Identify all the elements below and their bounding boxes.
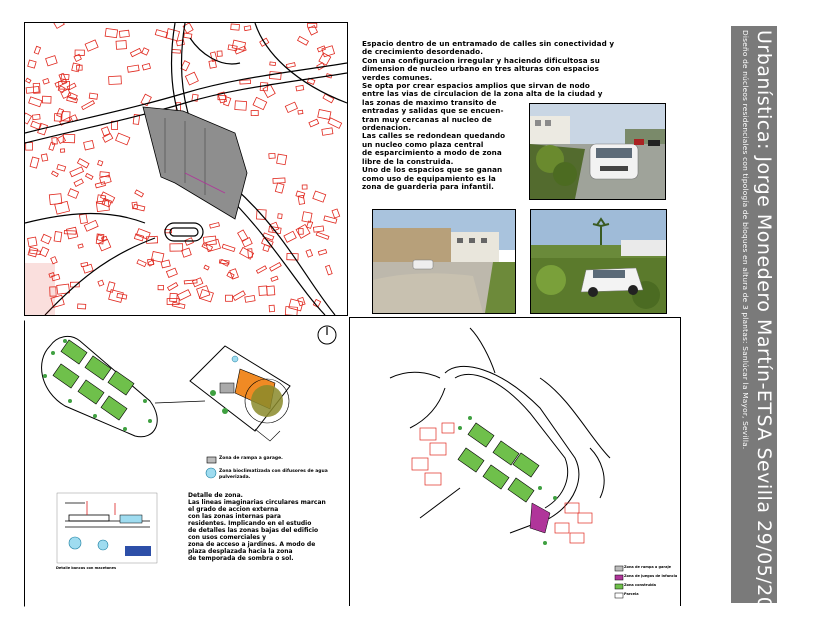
site-plan [350,318,680,606]
site-legend-play: Zona de juegos de infancia [624,574,678,578]
photo-building-road [372,209,516,314]
detail-panel [24,320,348,607]
detail-text: Detalle de zona. Las lineas imaginarias circulares marcan el grado de accion externa con las zonas internas para residentes. Implicando en el estudio de detalles las zonas bajas del edificio con usos comerciales y zona de acceso a jardines. A modo de plaza desplazada hacia la zona de temporada de sombra o sol. [188,492,326,562]
vertical-subtitle: Diseño de núcleos residenciales con tipología de bloques en altura de 3 plantas: Sanlúcar la Mayor, Sevilla. [741,30,750,450]
urban-map [25,23,347,315]
section-caption: Detalle bancos con macetones [56,566,117,570]
title-sidebar [731,26,777,635]
urban-map-panel [24,22,348,316]
vertical-title: Urbanística: Jorge Monedero Martín-ETSA Sevilla 29/05/2009 [753,30,775,635]
site-plan-panel [349,317,681,606]
site-legend-built: Zona construida [624,583,657,587]
site-legend-ramp: Zona de rampa a garaje [624,565,672,569]
photo-white-car [530,209,667,314]
legend-bioclimatic: Zona bioclimatizada con difusores de agua pulverizada. [219,469,328,480]
site-legend-plot: Parcela [624,592,639,596]
legend-garage-ramp: Zona de rampa a garage. [219,456,283,461]
photo-parking-street [529,103,666,200]
detail-drawing [25,321,347,606]
description-text: Espacio dentro de un entramado de calles sin conectividad y de crecimiento desordenado. Con una configuracion irregular y haciendo dificultosa su dimension de nucleo urbano en tres alturas con espacios verdes comunes. Se opta por crear espacios amplios que sirvan de nodo entre las vias de circulacion de la zona alta de la ciudad y las zonas de maximo transito de entradas y salidas que se encuen- tran muy cercanas al nucleo de ordenacion. Las calles se redondean quedando un nucleo como plaza central de esparcimiento a modo de zona libre de la construida. Uno de los espacios que se ganan como uso de equipamiento es la zona de guarderia para infantil. [362,39,615,191]
project-site [143,107,247,219]
